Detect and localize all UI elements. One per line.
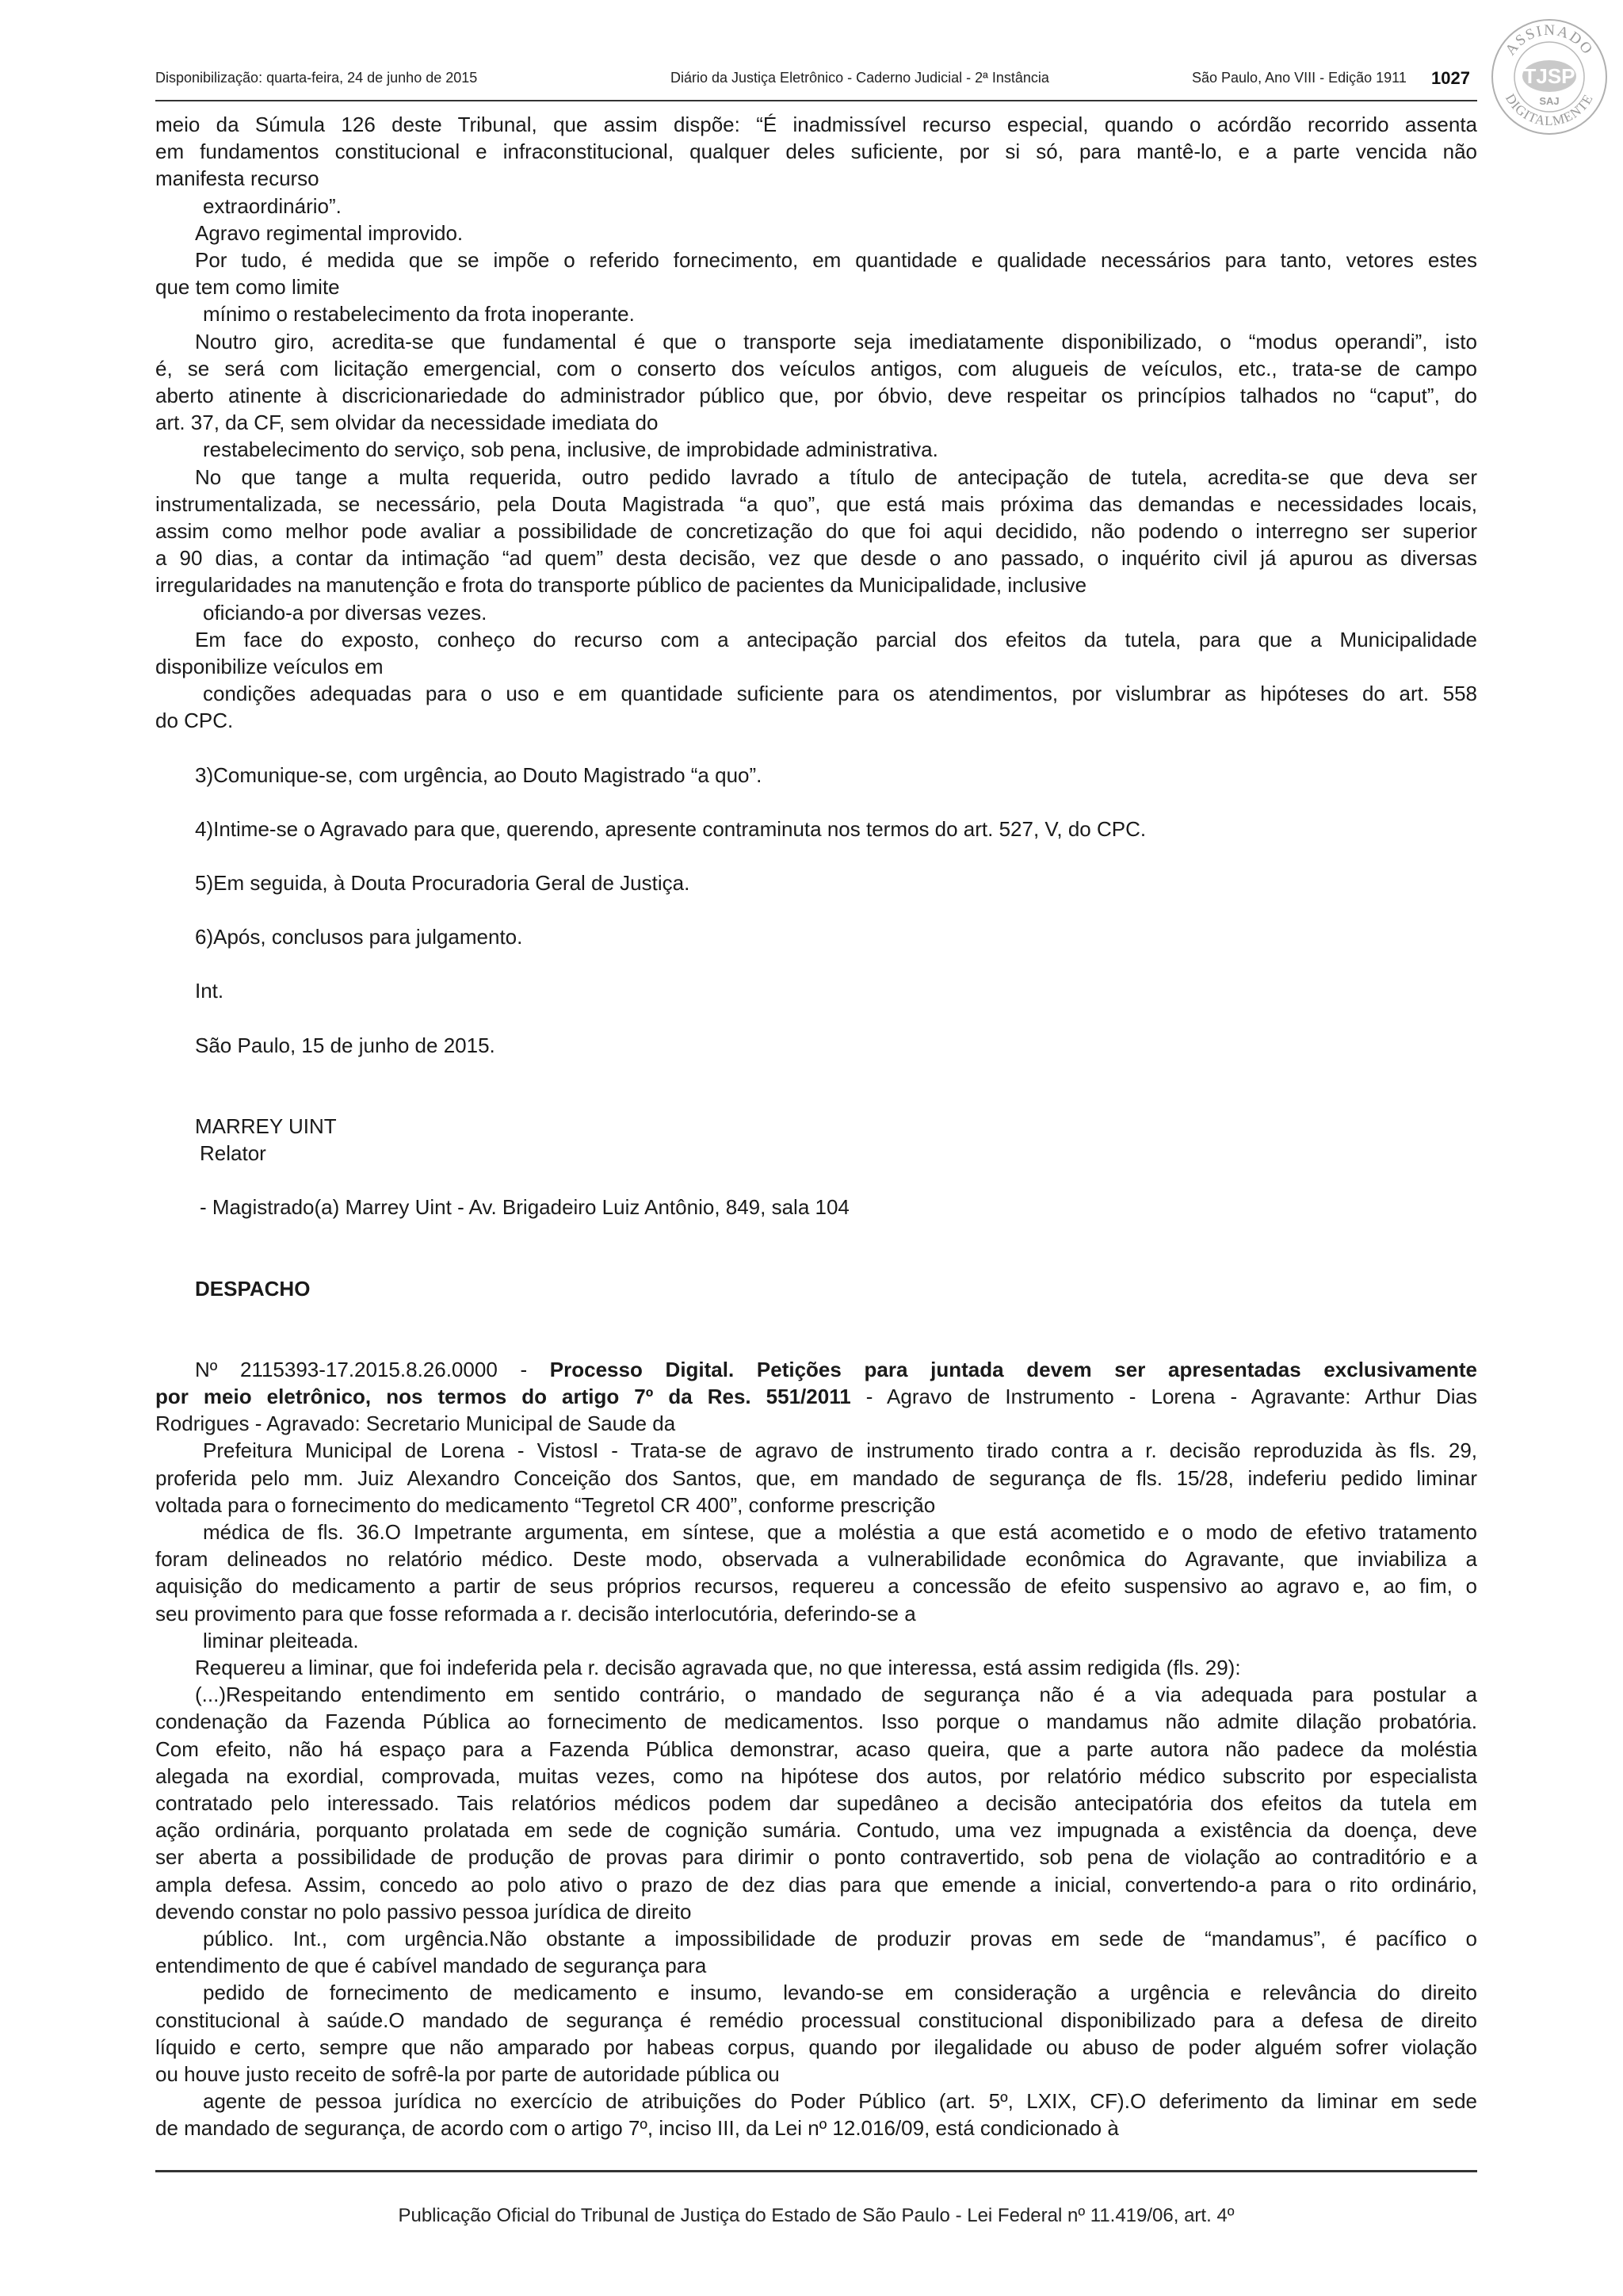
text-line: a 90 dias, a contar da intimação “ad quem” desta decisão, vez que desde o ano passado, o inquérito civil já apurou as diversas: [155, 546, 1477, 571]
header-date: Disponibilização: quarta-feira, 24 de junho de 2015: [155, 70, 478, 86]
text-line: aquisição do medicamento a partir de seus próprios recursos, requereu a concessão de efeito suspensivo ao agravo e, ao fim, o: [155, 1574, 1477, 1599]
text-line: em fundamentos constitucional e infraconstitucional, qualquer deles suficiente, por si só, para mantê-lo, e a parte vencida não: [155, 139, 1477, 164]
text-line: [155, 1356, 1477, 1383]
closing-int: Int.: [195, 979, 224, 1003]
text-line: devendo constar no polo passivo pessoa jurídica de direito: [155, 1899, 692, 1924]
text-line: mínimo o restabelecimento da frota inoperante.: [203, 302, 635, 327]
page-footer: Publicação Oficial do Tribunal de Justiça do Estado de São Paulo - Lei Federal nº 11.419/06, art. 4º: [398, 2205, 1235, 2226]
list-item: 6)Após, conclusos para julgamento.: [195, 925, 523, 949]
list-item: 4)Intime-se o Agravado para que, querendo, apresente contraminuta nos termos do art. 527, V, do CPC.: [195, 816, 1147, 841]
text-line: irregularidades na manutenção e frota do transporte público de pacientes da Municipalidade, inclusive: [155, 573, 1087, 598]
text-line: Em face do exposto, conheço do recurso com a antecipação parcial dos efeitos da tutela, para que a Municipalidade: [195, 627, 1477, 651]
text-line: assim como melhor pode avaliar a possibilidade de concretização do que foi aqui decidido, não podendo o interregno ser superior: [155, 519, 1477, 544]
text-line: extraordinário”.: [203, 193, 342, 218]
page-header: [155, 67, 1474, 98]
text-line: líquido e certo, sempre que não amparado por habeas corpus, quando por ilegalidade ou abuso de poder alguém sofrer violação: [155, 2034, 1477, 2059]
process-notice-bold: Processo Digital. Petições para juntada devem ser apresentadas exclusivamente: [549, 1357, 1477, 1381]
text-line: foram delineados no relatório médico. Deste modo, observada a vulnerabilidade econômica do Agravante, que inviabiliza a: [155, 1547, 1477, 1572]
process-notice-bold: por meio eletrônico, nos termos do artigo 7º da Res. 551/2011: [155, 1384, 851, 1408]
text-line: No que tange a multa requerida, outro pedido lavrado a título de antecipação de tutela, acredita-se que deva ser: [195, 464, 1477, 489]
text-line: de mandado de segurança, de acordo com o artigo 7º, inciso III, da Lei nº 12.016/09, está condicionado à: [155, 2116, 1119, 2140]
list-item: 5)Em seguida, à Douta Procuradoria Geral de Justiça.: [195, 871, 690, 896]
text-line: (...)Respeitando entendimento em sentido contrário, o mandado de segurança não é a via adequada para postular a: [195, 1683, 1477, 1707]
text-line: instrumentalizada, se necessário, pela Douta Magistrada “a quo”, que está mais próxima das demandas e necessidades locais,: [155, 491, 1477, 516]
text-line: Agravo regimental improvido.: [195, 220, 464, 245]
text-line: Com efeito, não há espaço para a Fazenda Pública demonstrar, acaso queira, que a parte autora não padece da moléstia: [155, 1736, 1477, 1761]
text-line: público. Int., com urgência.Não obstante a impossibilidade de produzir provas em sede de “mandamus”, é pacífico o: [203, 1926, 1477, 1950]
header-edition: São Paulo, Ano VIII - Edição 1911: [1192, 70, 1407, 86]
text-line: ou houve justo receito de sofrê-la por parte de autoridade pública ou: [155, 2061, 780, 2086]
process-number: Nº 2115393-17.2015.8.26.0000 -: [195, 1357, 550, 1381]
text-line: manifesta recurso: [155, 166, 319, 191]
text-line: é, se será com licitação emergencial, com o conserto dos veículos antigos, com alugueis de veículos, etc., trata-se de campo: [155, 356, 1477, 380]
text-line: disponibilize veículos em: [155, 655, 384, 679]
text-line: seu provimento para que fosse reformada a r. decisão interlocutória, deferindo-se a: [155, 1601, 916, 1626]
text-line: aberto atinente à discricionariedade do administrador público que, por óbvio, deve respeitar os princípios talhados no “caput”, do: [155, 384, 1477, 408]
seal-bottom-text: DIGITALMENTE: [1502, 91, 1596, 129]
text-line: voltada para o fornecimento do medicamento “Tegretol CR 400”, conforme prescrição: [155, 1492, 936, 1517]
text-line: [155, 1383, 1477, 1410]
page-number: 1027: [1431, 68, 1470, 88]
signer-name: MARREY UINT: [195, 1114, 337, 1138]
magistrate-address: - Magistrado(a) Marrey Uint - Av. Brigadeiro Luiz Antônio, 849, sala 104: [200, 1195, 850, 1220]
text-line: constitucional à saúde.O mandado de segurança é remédio processual constitucional disponibilizado para a defesa de direito: [155, 2008, 1477, 2032]
text-line: pedido de fornecimento de medicamento e insumo, levando-se em consideração a urgência e relevância do direito: [203, 1981, 1477, 2005]
text-line: ação ordinária, porquanto prolatada em sede de cognição sumária. Contudo, uma vez impugnada a existência da doença, deve: [155, 1818, 1477, 1843]
text-line: agente de pessoa jurídica no exercício de atribuições do Poder Público (art. 5º, LXIX, CF).O deferimento da liminar em sede: [203, 2089, 1477, 2114]
text-line: oficiando-a por diversas vezes.: [203, 600, 487, 625]
text-line: condenação da Fazenda Pública ao fornecimento de medicamentos. Isso porque o mandamus não admite dilação probatória.: [155, 1710, 1477, 1734]
seal-sub-text: SAJ: [1539, 95, 1560, 107]
text-line: Requereu a liminar, que foi indeferida pela r. decisão agravada que, no que interessa, está assim redigida (fls. 29):: [195, 1655, 1241, 1679]
digital-signature-seal: [1490, 17, 1609, 136]
text-line: alegada na exordial, comprovada, muitas vezes, como na hipótese dos autos, por relatório médico subscrito por especialista: [155, 1763, 1477, 1788]
text-line: meio da Súmula 126 deste Tribunal, que assim dispõe: “É inadmissível recurso especial, quando o acórdão recorrido assenta: [155, 113, 1477, 136]
text-line: Prefeitura Municipal de Lorena - VistosI - Trata-se de agravo de instrumento tirado contra a r. decisão reproduzida às fls. 29,: [203, 1438, 1477, 1463]
text-line: condições adequadas para o uso e em quantidade suficiente para os atendimentos, por vislumbrar as hipóteses do art. 558: [203, 682, 1477, 706]
footer-rule: [155, 2170, 1477, 2172]
section-heading-despacho: DESPACHO: [195, 1276, 311, 1301]
signature-date: São Paulo, 15 de junho de 2015.: [195, 1033, 495, 1057]
seal-top-text: ASSINADO: [1502, 21, 1597, 59]
seal-center-text: TJSP: [1523, 64, 1575, 88]
text-line: ser aberta a possibilidade de produção de provas para dirimir o ponto contravertido, sob pena de violação ao contraditório e a: [155, 1845, 1477, 1870]
text-line: entendimento de que é cabível mandado de segurança para: [155, 1954, 707, 1978]
text-line: que tem como limite: [155, 275, 340, 300]
text-line: Rodrigues - Agravado: Secretario Municipal de Saude da: [155, 1412, 676, 1436]
text-line: proferida pelo mm. Juiz Alexandro Conceição dos Santos, que, em mandado de segurança de fls. 15/28, indeferiu pedido liminar: [155, 1465, 1477, 1490]
text-line: ampla defesa. Assim, concedo ao polo ativo o prazo de dez dias para que emende a inicial, convertendo-a para o rito ordinário,: [155, 1872, 1477, 1897]
text-line: médica de fls. 36.O Impetrante argumenta, em síntese, que a moléstia a que está acometido e o modo de efetivo tratamento: [203, 1519, 1477, 1544]
signer-role: Relator: [200, 1141, 266, 1166]
process-parties: - Agravo de Instrumento - Lorena - Agravante: Arthur Dias: [850, 1384, 1477, 1408]
document-body: [155, 111, 1477, 2140]
text-line: liminar pleiteada.: [203, 1628, 359, 1652]
text-line: restabelecimento do serviço, sob pena, inclusive, de improbidade administrativa.: [203, 437, 938, 462]
text-line: art. 37, da CF, sem olvidar da necessidade imediata do: [155, 411, 659, 435]
text-line: Noutro giro, acredita-se que fundamental é que o transporte seja imediatamente disponibilizado, o “modus operandi”, isto: [195, 329, 1477, 353]
text-line: contratado pelo interessado. Tais relatórios médicos podem dar supedâneo a decisão antecipatória dos efeitos da tutela em: [155, 1790, 1477, 1815]
header-publication: Diário da Justiça Eletrônico - Caderno Judicial - 2ª Instância: [670, 70, 1049, 86]
text-line: Por tudo, é medida que se impõe o referido fornecimento, em quantidade e qualidade necessários para tanto, vetores estes: [195, 248, 1477, 273]
header-rule: [155, 100, 1477, 101]
text-line: do CPC.: [155, 709, 234, 733]
list-item: 3)Comunique-se, com urgência, ao Douto Magistrado “a quo”.: [195, 762, 762, 787]
